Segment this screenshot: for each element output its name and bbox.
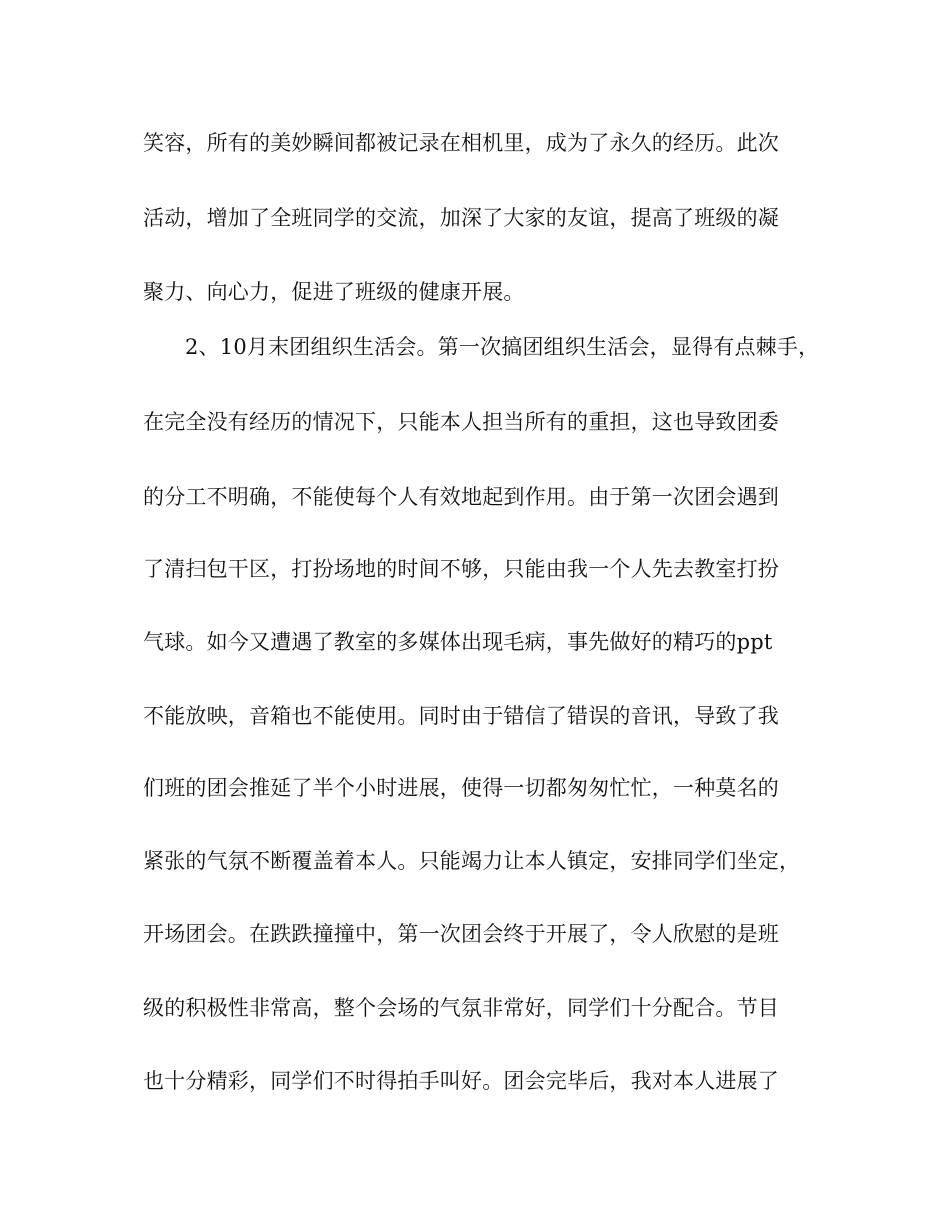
text-line: 紧张的气氛不断覆盖着本人。只能竭力让本人镇定，安排同学们坐定， xyxy=(143,849,801,873)
text-line: 气球。如今又遭遇了教室的多媒体出现毛病，事先做好的精巧的ppt xyxy=(143,630,773,654)
text-line: 不能放映，音箱也不能使用。同时由于错信了错误的音讯，导致了我 xyxy=(143,704,779,728)
text-line: 了清扫包干区，打扮场地的时间不够，只能由我一个人先去教室打扮 xyxy=(143,557,779,581)
paragraph-first-line: 2、10月末团组织生活会。第一次搞团组织生活会，显得有点棘手， xyxy=(185,335,820,359)
text-line: 级的积极性非常高，整个会场的气氛非常好，同学们十分配合。节目 xyxy=(143,996,779,1020)
text-line: 开场团会。在跌跌撞撞中，第一次团会终于开展了，令人欣慰的是班 xyxy=(143,922,779,946)
text-line: 的分工不明确，不能使每个人有效地起到作用。由于第一次团会遇到 xyxy=(143,485,779,509)
text-line: 们班的团会推延了半个小时进展，使得一切都匆匆忙忙，一种莫名的 xyxy=(143,776,779,800)
text-line: 笑容，所有的美妙瞬间都被记录在相机里，成为了永久的经历。此次 xyxy=(143,131,779,155)
text-line: 也十分精彩，同学们不时得拍手叫好。团会完毕后，我对本人进展了 xyxy=(143,1069,779,1093)
text-line: 聚力、向心力，促进了班级的健康开展。 xyxy=(143,280,525,304)
text-line: 活动，增加了全班同学的交流，加深了大家的友谊，提高了班级的凝 xyxy=(143,206,779,230)
text-line: 在完全没有经历的情况下，只能本人担当所有的重担，这也导致团委 xyxy=(143,410,779,434)
